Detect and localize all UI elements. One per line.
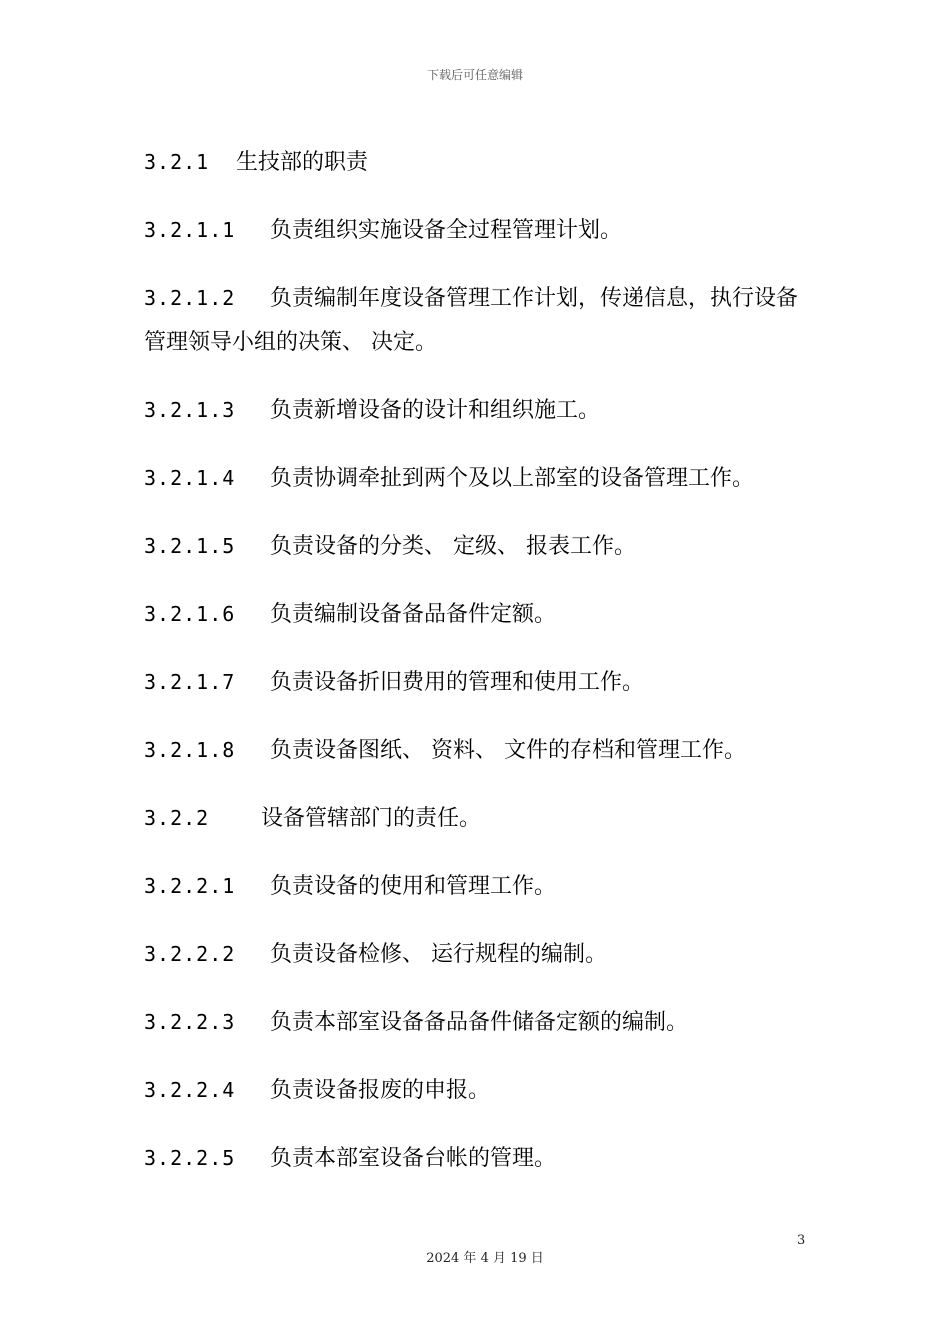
- item-text: 负责设备折旧费用的管理和使用工作。: [270, 670, 645, 695]
- list-item: [144, 1136, 814, 1181]
- list-item: [144, 660, 814, 705]
- item-text: 负责设备的使用和管理工作。: [270, 874, 557, 899]
- list-item: [144, 1068, 814, 1113]
- item-number: 3.2.2.2: [144, 942, 236, 966]
- section-text: 生技部的职责: [236, 150, 369, 175]
- list-item: [144, 208, 814, 253]
- list-item: [144, 592, 814, 637]
- list-item: [144, 276, 814, 365]
- item-number: 3.2.1.1: [144, 218, 236, 242]
- item-number: 3.2.1.2: [144, 286, 236, 310]
- item-number: 3.2.2.3: [144, 1010, 236, 1034]
- section-number: 3.2.2: [144, 806, 210, 830]
- item-text: 负责编制设备备品备件定额。: [270, 602, 557, 627]
- item-text: 负责编制年度设备管理工作计划，传递信息，执行设备管理领导小组的决策、 决定。: [144, 286, 799, 355]
- item-number: 3.2.2.5: [144, 1146, 236, 1170]
- item-number: 3.2.1.3: [144, 398, 236, 422]
- list-item: [144, 864, 814, 909]
- item-number: 3.2.2.4: [144, 1078, 236, 1102]
- list-item: [144, 524, 814, 569]
- list-item: [144, 932, 814, 977]
- item-number: 3.2.1.4: [144, 466, 236, 490]
- page-footer-date: 2024 年 4 月 19 日: [426, 1251, 544, 1266]
- heading-3-2-2: [144, 796, 814, 841]
- item-text: 负责本部室设备台帐的管理。: [270, 1146, 557, 1171]
- item-text: 负责新增设备的设计和组织施工。: [270, 398, 601, 423]
- heading-3-2-1: [144, 140, 814, 185]
- page-number: 3: [797, 1233, 806, 1248]
- list-item: [144, 728, 814, 773]
- item-number: 3.2.2.1: [144, 874, 236, 898]
- item-number: 3.2.1.8: [144, 738, 236, 762]
- item-text: 负责设备检修、 运行规程的编制。: [270, 942, 607, 967]
- list-item: [144, 1000, 814, 1045]
- item-number: 3.2.1.7: [144, 670, 236, 694]
- item-text: 负责设备图纸、 资料、 文件的存档和管理工作。: [270, 738, 746, 763]
- list-item: [144, 388, 814, 433]
- item-number: 3.2.1.6: [144, 602, 236, 626]
- page-header: 下载后可任意编辑: [426, 68, 523, 82]
- item-text: 负责设备的分类、 定级、 报表工作。: [270, 534, 636, 559]
- item-number: 3.2.1.5: [144, 534, 236, 558]
- item-text: 负责组织实施设备全过程管理计划。: [270, 218, 623, 243]
- item-text: 负责设备报废的申报。: [270, 1078, 491, 1103]
- section-number: 3.2.1: [144, 150, 210, 174]
- section-text: 设备管辖部门的责任。: [261, 806, 482, 831]
- list-item: [144, 456, 814, 501]
- item-text: 负责本部室设备备品备件储备定额的编制。: [270, 1010, 689, 1035]
- document-body: [144, 140, 814, 1204]
- item-text: 负责协调牵扯到两个及以上部室的设备管理工作。: [270, 466, 755, 491]
